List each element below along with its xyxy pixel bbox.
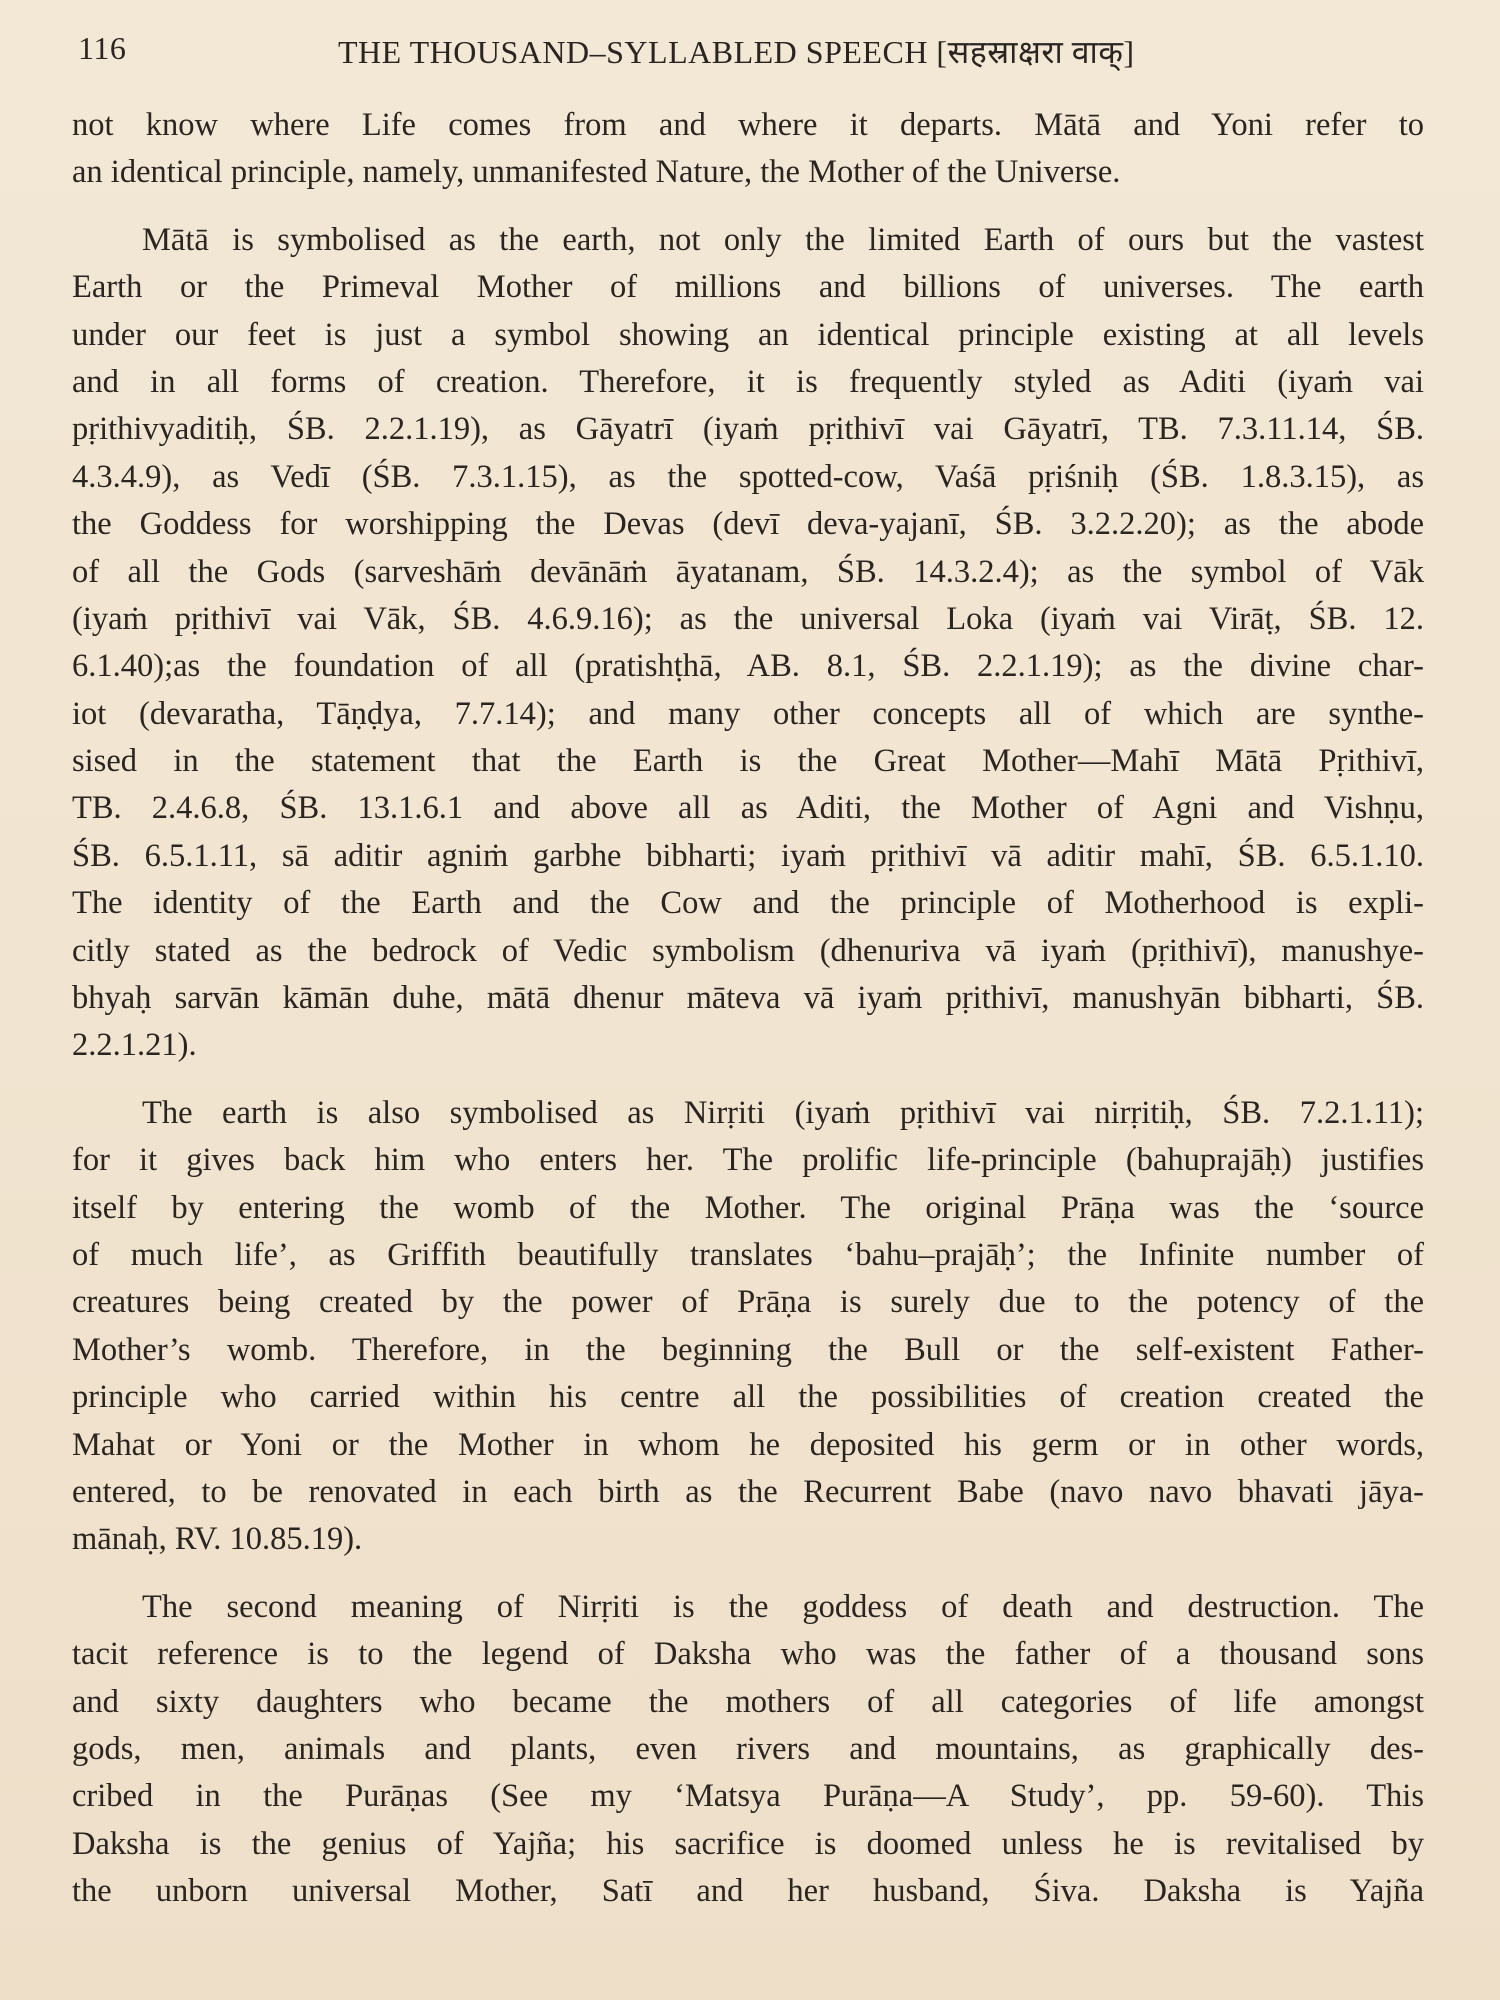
- text-line: Mother’s womb. Therefore, in the beginning the Bull or the self-existent Father-: [72, 1331, 1424, 1368]
- page-number: 116: [78, 30, 127, 66]
- text-line: ŚB. 6.5.1.11, sā aditir agniṁ garbhe bibharti; iyaṁ pṛithivī vā aditir mahī, ŚB. 6.5.1.10.: [72, 837, 1424, 874]
- text-line: an identical principle, namely, unmanifested Nature, the Mother of the Universe.: [72, 154, 1121, 191]
- paragraph-3: [72, 1090, 1424, 1564]
- text-line: 2.2.1.21).: [72, 1027, 197, 1064]
- text-line: TB. 2.4.6.8, ŚB. 13.1.6.1 and above all as Aditi, the Mother of Agni and Vishṇu,: [72, 790, 1424, 827]
- text-line: and sixty daughters who became the mothers of all categories of life amongst: [72, 1683, 1424, 1720]
- text-line: gods, men, animals and plants, even rivers and mountains, as graphically des-: [72, 1730, 1424, 1767]
- text-line: (iyaṁ pṛithivī vai Vāk, ŚB. 4.6.9.16); as the universal Loka (iyaṁ vai Virāṭ, ŚB. 12.: [72, 600, 1424, 637]
- text-line: 4.3.4.9), as Vedī (ŚB. 7.3.1.15), as the spotted-cow, Vaśā pṛiśniḥ (ŚB. 1.8.3.15), as: [72, 458, 1424, 495]
- text-line: itself by entering the womb of the Mother. The original Prāṇa was the ‘source: [72, 1189, 1424, 1226]
- text-line: citly stated as the bedrock of Vedic symbolism (dhenuriva vā iyaṁ (pṛithivī), manushye-: [72, 932, 1424, 969]
- text-line: 6.1.40);as the foundation of all (pratishṭhā, AB. 8.1, ŚB. 2.2.1.19); as the divine char-: [72, 648, 1424, 685]
- paragraph-2: [72, 217, 1424, 1070]
- text-line: sised in the statement that the Earth is the Great Mother—Mahī Mātā Pṛithivī,: [72, 743, 1424, 780]
- text-line: The earth is also symbolised as Nirṛiti (iyaṁ pṛithivī vai nirṛitiḥ, ŚB. 7.2.1.11);: [142, 1094, 1424, 1131]
- text-line: Mātā is symbolised as the earth, not only the limited Earth of ours but the vastest: [142, 221, 1424, 258]
- text-line: bhyaḥ sarvān kāmān duhe, mātā dhenur māteva vā iyaṁ pṛithivī, manushyān bibharti, ŚB.: [72, 980, 1424, 1017]
- text-line: Mahat or Yoni or the Mother in whom he deposited his germ or in other words,: [72, 1426, 1424, 1463]
- text-line: entered, to be renovated in each birth as the Recurrent Babe (navo navo bhavati jāya-: [72, 1473, 1424, 1510]
- body-text: [72, 102, 1424, 1915]
- text-line: Daksha is the genius of Yajña; his sacrifice is doomed unless he is revitalised by: [72, 1825, 1424, 1862]
- text-line: mānaḥ, RV. 10.85.19).: [72, 1521, 363, 1558]
- page-header: [78, 30, 1422, 74]
- paragraph-4: [72, 1584, 1424, 1916]
- text-line: under our feet is just a symbol showing an identical principle existing at all levels: [72, 316, 1424, 353]
- paragraph-1: [72, 102, 1424, 197]
- text-line: the unborn universal Mother, Satī and her husband, Śiva. Daksha is Yajña: [72, 1873, 1424, 1910]
- text-line: Earth or the Primeval Mother of millions and billions of universes. The earth: [72, 269, 1424, 306]
- text-line: creatures being created by the power of Prāṇa is surely due to the potency of the: [72, 1284, 1424, 1321]
- running-title: THE THOUSAND–SYLLABLED SPEECH [सहस्राक्षरा वाक्]: [338, 34, 1135, 70]
- text-line: of all the Gods (sarveshāṁ devānāṁ āyatanam, ŚB. 14.3.2.4); as the symbol of Vāk: [72, 553, 1424, 590]
- text-line: for it gives back him who enters her. The prolific life-principle (bahuprajāḥ) justifies: [72, 1142, 1424, 1179]
- text-line: iot (devaratha, Tāṇḍya, 7.7.14); and many other concepts all of which are synthe-: [72, 695, 1424, 732]
- text-line: of much life’, as Griffith beautifully translates ‘bahu–prajāḥ’; the Infinite number of: [72, 1236, 1424, 1273]
- text-line: and in all forms of creation. Therefore, it is frequently styled as Aditi (iyaṁ vai: [72, 363, 1424, 400]
- text-line: pṛithivyaditiḥ, ŚB. 2.2.1.19), as Gāyatrī (iyaṁ pṛithivī vai Gāyatrī, TB. 7.3.11.14, ŚB.: [72, 411, 1424, 448]
- text-line: tacit reference is to the legend of Daksha who was the father of a thousand sons: [72, 1636, 1424, 1673]
- text-line: principle who carried within his centre all the possibilities of creation created the: [72, 1379, 1424, 1416]
- text-line: The second meaning of Nirṛiti is the goddess of death and destruction. The: [142, 1588, 1424, 1625]
- text-line: cribed in the Purāṇas (See my ‘Matsya Purāṇa—A Study’, pp. 59-60). This: [72, 1778, 1424, 1815]
- text-line: The identity of the Earth and the Cow and the principle of Motherhood is expli-: [72, 885, 1424, 922]
- text-line: not know where Life comes from and where it departs. Mātā and Yoni refer to: [72, 107, 1424, 143]
- text-line: the Goddess for worshipping the Devas (devī deva-yajanī, ŚB. 3.2.2.20); as the abode: [72, 506, 1424, 543]
